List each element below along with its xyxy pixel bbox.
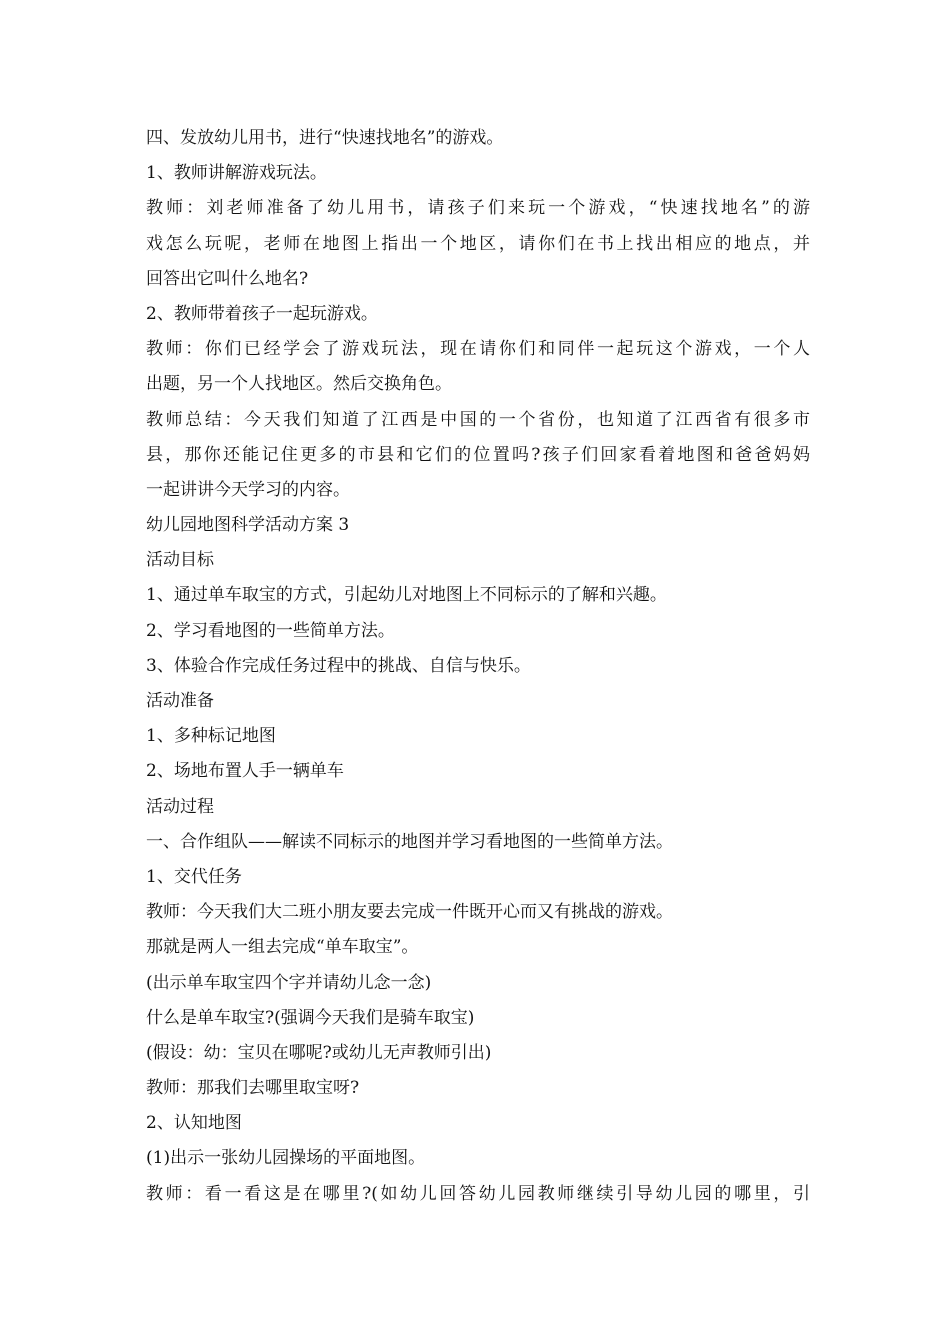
paragraph-line: 回答出它叫什么地名?: [146, 268, 309, 289]
paragraph-line: 一起讲讲今天学习的内容。: [146, 479, 350, 500]
paragraph-line: 戏怎么玩呢，老师在地图上指出一个地区，请你们在书上找出相应的地点，并: [146, 233, 810, 254]
section-heading: 四、发放幼儿用书，进行“快速找地名”的游戏。: [146, 128, 504, 148]
step-heading: 1、交代任务: [146, 866, 242, 887]
step-heading: 2、教师带着孩子一起玩游戏。: [146, 303, 378, 324]
section-heading: 活动准备: [146, 691, 214, 711]
section-heading: 活动过程: [146, 796, 214, 817]
step-heading: 1、教师讲解游戏玩法。: [146, 163, 327, 184]
paragraph-line: 县，那你还能记住更多的市县和它们的位置吗?孩子们回家看着地图和爸爸妈妈: [146, 444, 810, 465]
paragraph-line: 教师：你们已经学会了游戏玩法，现在请你们和同伴一起玩这个游戏，一个人: [146, 339, 810, 360]
step-heading: 一、合作组队——解读不同标示的地图并学习看地图的一些简单方法。: [146, 831, 673, 852]
list-item: 2、学习看地图的一些简单方法。: [146, 620, 395, 641]
step-heading: 2、认知地图: [146, 1113, 242, 1134]
paragraph-line: (出示单车取宝四个字并请幼儿念一念): [146, 972, 432, 993]
paragraph-line: 教师总结：今天我们知道了江西是中国的一个省份，也知道了江西省有很多市: [146, 409, 810, 430]
list-item: 1、通过单车取宝的方式，引起幼儿对地图上不同标示的了解和兴趣。: [146, 585, 667, 606]
paragraph-line: 那就是两人一组去完成“单车取宝”。: [146, 937, 419, 958]
section-heading: 活动目标: [146, 550, 214, 571]
paragraph-line: (假设：幼：宝贝在哪呢?或幼儿无声教师引出): [146, 1042, 492, 1063]
paragraph-line: 教师：刘老师准备了幼儿用书，请孩子们来玩一个游戏，“快速找地名”的游: [146, 198, 810, 219]
paragraph-line: 教师：那我们去哪里取宝呀?: [146, 1078, 360, 1099]
paragraph-line: 什么是单车取宝?(强调今天我们是骑车取宝): [146, 1007, 475, 1028]
list-item: 2、场地布置人手一辆单车: [146, 761, 344, 782]
list-item: 1、多种标记地图: [146, 726, 276, 747]
document-body: [146, 121, 810, 1212]
paragraph-line: (1)出示一张幼儿园操场的平面地图。: [146, 1148, 426, 1169]
plan-title: 幼儿园地图科学活动方案 3: [146, 515, 350, 536]
paragraph-line: 出题，另一个人找地区。然后交换角色。: [146, 374, 452, 395]
list-item: 3、体验合作完成任务过程中的挑战、自信与快乐。: [146, 655, 531, 676]
paragraph-line: 教师：看一看这是在哪里?(如幼儿回答幼儿园教师继续引导幼儿园的哪里，引: [146, 1183, 810, 1204]
paragraph-line: 教师：今天我们大二班小朋友要去完成一件既开心而又有挑战的游戏。: [146, 902, 673, 923]
